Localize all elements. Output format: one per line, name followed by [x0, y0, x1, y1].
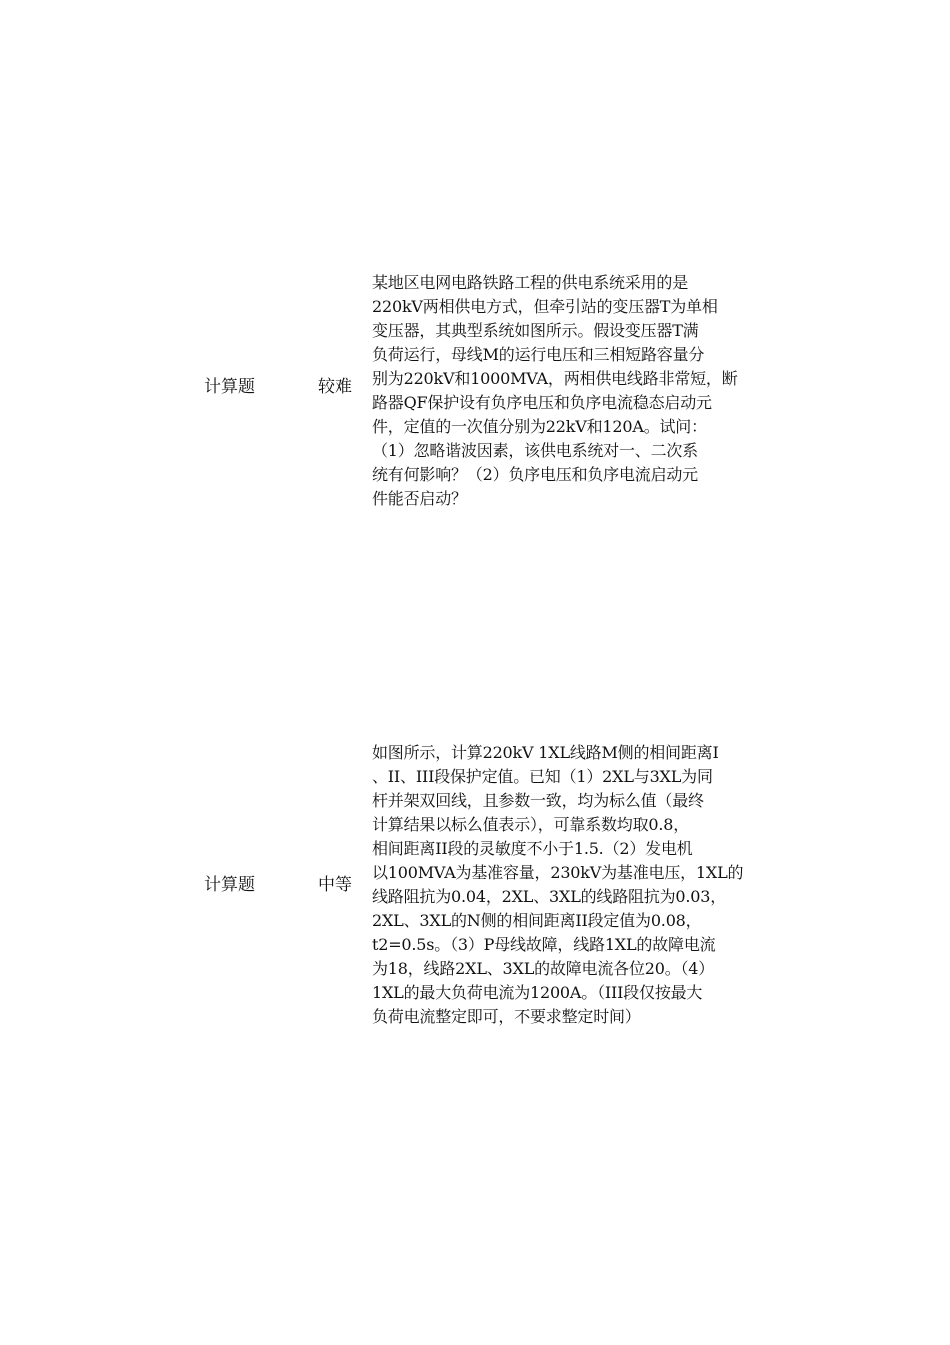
- question-text-line: 杆并架双回线，且参数一致，均为标么值（最终: [372, 791, 704, 810]
- question-text: [372, 271, 784, 511]
- question-text-line: 以100MVA为基准容量，230kV为基准电压，1XL的: [372, 863, 744, 882]
- question-text-line: 如图所示，计算220kV 1XL线路M侧的相间距离I: [372, 743, 719, 762]
- question-text-line: 别为220kV和1000MVA，两相供电线路非常短，断: [372, 369, 738, 388]
- question-text-line: 件能否启动？: [372, 489, 467, 508]
- question-text-line: 2XL、3XL的N侧的相间距离II段定值为0.08，: [372, 911, 702, 930]
- question-text-line: 变压器，其典型系统如图所示。假设变压器T满: [372, 321, 699, 340]
- question-type: 计算题: [204, 875, 255, 895]
- question-type: 计算题: [204, 377, 255, 397]
- question-text-line: 负荷电流整定即可，不要求整定时间）: [372, 1007, 641, 1026]
- question-text-line: 线路阻抗为0.04，2XL、3XL的线路阻抗为0.03，: [372, 887, 727, 906]
- question-text-line: 为18，线路2XL、3XL的故障电流各位20。（4）: [372, 959, 715, 978]
- question-text-line: t2=0.5s。（3）P母线故障，线路1XL的故障电流: [372, 935, 716, 954]
- question-text-line: 统有何影响？（2）负序电压和负序电流启动元: [372, 465, 698, 484]
- question-difficulty: 较难: [318, 377, 352, 397]
- question-text-line: （1）忽略谐波因素，该供电系统对一、二次系: [372, 441, 698, 460]
- question-text-line: 、II、III段保护定值。已知（1）2XL与3XL为同: [372, 767, 713, 786]
- question-text-line: 负荷运行，母线M的运行电压和三相短路容量分: [372, 345, 705, 364]
- question-text-line: 计算结果以标么值表示），可靠系数均取0.8，: [372, 815, 690, 834]
- question-text-line: 某地区电网电路铁路工程的供电系统采用的是: [372, 273, 689, 292]
- question-text-line: 220kV两相供电方式，但牵引站的变压器T为单相: [372, 297, 718, 316]
- question-text-line: 1XL的最大负荷电流为1200A。（III段仅按最大: [372, 983, 703, 1002]
- question-text-line: 路器QF保护设有负序电压和负序电流稳态启动元: [372, 393, 712, 412]
- question-text: [372, 741, 784, 1029]
- question-difficulty: 中等: [318, 875, 352, 895]
- question-text-line: 相间距离II段的灵敏度不小于1.5.（2）发电机: [372, 839, 693, 858]
- question-text-line: 件，定值的一次值分别为22kV和120A。试问：: [372, 417, 707, 436]
